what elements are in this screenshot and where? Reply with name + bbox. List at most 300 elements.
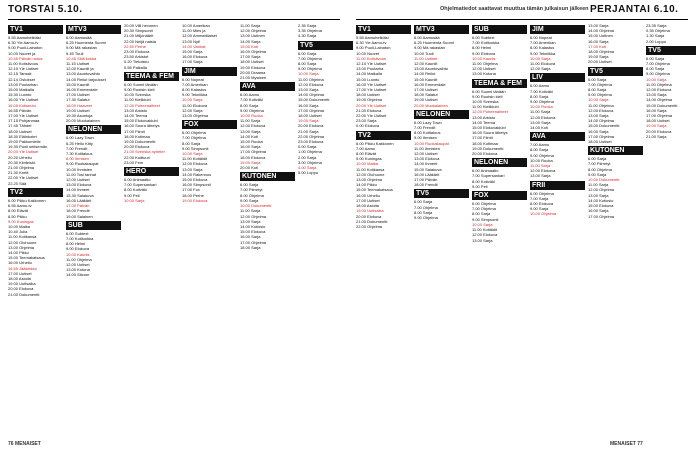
program-listing: 19.00 Sarja [646,123,667,129]
program-listing: 21.00 Miljonäärit [124,33,154,39]
schedule-column [124,23,179,438]
program-listing: 15.30 Salakuva [66,192,94,198]
program-listing: 9.00 Puoli-Lainaton [356,45,391,51]
program-listing: 8.00 Sarja [298,61,317,67]
program-listing: 9.00 Mä rakastan [414,45,445,51]
program-listing: 23.50 Arkistot [124,54,149,60]
program-listing: 15.00 Luonto [356,76,380,82]
program-listing: 9.00 Elokuva [66,246,90,252]
program-listing: 13.00 Ohjelma [182,113,209,119]
program-listing: 5.00 Loppu [298,170,319,176]
program-listing: 11.00 Kotikansa [356,166,385,172]
left-page-number: 76 [8,441,14,447]
program-listing: 21.00 Dokumentti [356,218,388,224]
program-listing: 9.00 Kuningas [8,218,34,224]
program-listing: 21.00 Ohjelma [8,165,35,171]
program-listing: 6.00 Sarja [240,182,259,188]
program-listing: 10.45 Päivän ruoka [8,55,43,61]
program-listing: 14.00 Rakennus [182,171,212,177]
program-listing: 19.30 Puoli seitsemän [8,144,48,150]
program-listing: 11.00 Kieliklubi [472,104,499,110]
schedule-column [472,23,527,438]
program-listing: 9.00 Peli [124,192,140,198]
program-listing: 2.00 Sarja [298,154,317,160]
program-listing: 17.00 Fox [182,187,200,193]
program-listing: 10.00 Sarja [182,97,203,103]
program-listing: 13.00 Ohjelma [8,244,35,250]
program-listing: 7.30 Kotitalous [66,151,93,157]
program-listing: 0.55 Paikalla [124,64,147,70]
program-listing: 12.00 Ohjelma [588,187,615,193]
program-listing: 10.00 Nuoret ja [8,50,36,56]
program-listing: 9.00 Tekniikka [182,92,208,98]
program-listing: 13.00 Sarja [298,87,319,93]
program-listing: 8.00 Sarja [530,147,549,153]
program-listing: 7.00 Aamu [356,145,376,151]
program-listing: 19.00 Uutiset [414,97,438,103]
program-listing: 12.00 Kauniit ja [66,66,94,72]
program-listing: 21.00 Sarja [298,128,319,134]
program-listing: 6.00 Animaatio [124,177,151,183]
program-listing: 16.00 Sarja [240,234,261,240]
left-page-grid [8,23,353,438]
channel-header: FOX [182,120,237,129]
program-listing: 11.00 Sarja [588,182,609,188]
program-listing: 1.00 Ohjelma [298,149,322,155]
program-listing: 8.00 Sarja [472,211,491,217]
program-listing: 14.00 Teema [124,113,148,119]
program-listing: 18.00 Uutiset [356,92,380,98]
program-listing: 9.00 Ihmisen [414,135,437,141]
program-listing: 13.00 Sarja [472,237,493,243]
program-listing: 17.00 Ohjelma [240,149,267,155]
program-listing: 16.00 Lääkärit [414,171,440,177]
channel-header: TV2 [8,188,63,197]
program-listing: 20.00 Yle Uutiset [8,149,39,155]
program-listing: 10.00 Kaunis [66,251,90,257]
program-listing: 0.35 Ohjelma [646,28,670,34]
program-listing: 11.00 Ihmisten [414,145,440,151]
program-listing: 16.00 Yle Uutiset [356,81,387,87]
program-listing: 10.00 Amerikan [182,23,210,28]
schedule-column [240,23,295,438]
program-listing: 14.00 Pikku [8,249,29,255]
program-listing: 6.00 Aamu [530,83,550,89]
program-listing: 15.00 Elokuva [588,203,614,209]
program-listing: 12.00 Sarja [182,107,203,113]
program-listing: 16.00 Sarja [240,144,261,150]
program-listing: 17.00 Ohjelma [646,113,673,119]
program-listing: 18.00 Asioita [8,275,31,281]
program-listing: 17.00 Uutiset [356,197,380,203]
program-listing: 6.30 Yle Aamu-tv [8,40,39,46]
program-listing: 11.00 Ohjelma [646,81,672,87]
program-listing: 13.00 Sarja [588,192,609,198]
program-listing: 19.00 Salainen [66,213,93,219]
program-listing: 8.00 Kotitalous [414,130,441,136]
program-listing: 13.00 Nyt! [182,38,201,44]
program-listing: 7.00 Frendit [66,145,88,151]
program-listing: 12.10 Yle Uutiset [356,61,387,67]
program-listing: 11.00 Sarja [240,208,261,214]
program-listing: 8.00 Sarja [182,140,201,146]
program-listing: 16.00 Suora lähetys [472,130,508,136]
program-listing: 11.00 Tosi tarinat [66,171,97,177]
program-listing: 18.00 Asioita [356,203,379,209]
program-listing: 22.50 Perhe [124,43,146,49]
program-listing: 11.00 Kotiäidit [472,227,498,233]
program-listing: 11.00 Sarja [530,163,551,169]
program-listing: 19.00 Sarja [588,54,609,60]
program-listing: 12.00 Elokuva [182,161,208,167]
program-listing: 10.00 Svenska [124,92,151,98]
program-listing: 12.00 Ohjelma [240,213,267,219]
program-listing: 9.00 Ohjelma [414,215,438,221]
program-listing: 7.00 Kotiluokka [66,235,94,241]
schedule-column [298,23,353,438]
program-listing: 18.00 Kotimaa [124,133,150,139]
program-listing: 7.00 Ohjelma [414,204,438,210]
program-listing: 7.00 Ohjelma [588,81,612,87]
program-listing: 6.00 Pikku Kakkonen [356,140,394,146]
program-listing: 12.00 Elokuva [472,232,498,238]
program-listing: 20.00 Elokuva [472,151,498,157]
program-listing: 13.00 Arkisto [472,114,496,120]
program-listing: 18.00 Ohjelma [588,49,615,55]
program-listing: 13.00 Sarja [182,166,203,172]
program-listing: 11.00 Ohjelma [298,76,324,82]
program-listing: 11.00 Kotisiivous [8,61,38,67]
program-listing: 9.00 Ruotsin kieli [472,93,503,99]
program-listing: 11.00 Kotikansa [8,234,37,240]
program-listing: 10.00 Sarja [588,97,609,103]
program-listing: 14.00 Ohjelma [588,118,615,124]
program-listing: 22.00 Ohjelma [356,223,383,229]
program-listing: 20.00 Elokuva [124,144,150,150]
program-listing: 11.00 Sarja [240,23,261,28]
program-listing: 14.00 Teema [472,119,496,125]
program-listing: 16.00 Emmerdale [414,81,446,87]
program-listing: 19.00 Dokumentti [124,139,156,145]
program-listing: 6.00 Aamusää [414,35,440,40]
program-listing: 7.00 Frendit [414,125,436,131]
program-listing: 20.00 Yle Uutiset [356,102,387,108]
program-listing: 12.00 Uutiset [66,261,90,267]
program-listing: 7.00 Ohjelma [646,61,670,67]
channel-header: HERO [124,167,179,176]
program-listing: 20.00 Uutiset [588,59,612,65]
program-listing: 8.00 Kotiväki [124,187,147,193]
program-listing: 13.00 Arkisto [124,107,148,113]
program-listing: 14.00 Matkalla [356,71,383,77]
program-listing: 17.00 Päivän [66,203,90,209]
program-listing: 20.30 Kiinteistö [8,159,36,165]
program-listing: 11.00 Kieliklubi [124,97,151,103]
program-listing: 8.00 Elokuva [530,201,554,207]
program-listing: 11.00 Ohjelma [66,256,92,262]
program-listing: 18.00 Kotimaa [472,140,498,146]
channel-header: TV5 [588,67,643,76]
channel-header: TV5 [298,41,353,50]
program-listing: 19.00 Uutisaika [8,281,36,287]
channel-header: SUB [472,25,527,34]
program-listing: 13.00 Sarja [588,113,609,119]
channel-header: TEEMA & FEM [124,72,179,81]
program-listing: 9.00 Simpsonit [182,145,209,151]
program-listing: 19.00 Elokuva [182,197,208,203]
program-listing: 17.30 Salatut [66,97,90,103]
program-listing: 12.00 Uutiset [414,151,438,157]
program-listing: 22.00 Kulttuuri [124,154,150,160]
program-listing: 8.00 Helmi [66,241,86,247]
channel-header: SUB [66,221,121,230]
program-listing: 1.30 Sarja [646,33,665,39]
program-listing: 10.00 Sarja [646,76,667,82]
program-listing: 16.00 Emmerdale [66,87,98,93]
program-listing: 10.00 Kaunis [472,55,496,61]
program-listing: 13.00 Asuntovaihto [66,71,101,77]
channel-header: TV1 [356,25,411,34]
program-listing: 7.00 Kotiväki [240,97,263,103]
program-listing: 12.00 Puheenaiheet [124,102,160,108]
program-listing: 6.25 Huomenta Suomi [66,40,106,46]
program-listing: 14.00 Koti [530,125,549,131]
program-listing: 20.00 Villi hevonen [124,23,158,28]
channel-header: MTV3 [66,25,121,34]
program-listing: 6.00 Lazy Town [66,135,94,141]
program-listing: 14.00 Ohjelma [588,28,615,34]
program-listing: 17.00 Yle Uutiset [8,113,39,119]
program-listing: 16.55 Päivän [8,107,32,113]
program-listing: 10.45 Sillä kokka [66,55,97,61]
program-listing: 6.00 Sarja [298,50,317,56]
program-listing: 8.50 Pikku [8,213,27,219]
program-listing: 12.00 Uutiset [66,177,90,183]
program-listing: 6.00 Ohjelma [472,201,496,207]
program-listing: 10.00 Dokumentti [240,203,272,209]
program-listing: 18.00 Uutiset [240,59,264,65]
program-listing: 18.00 Frendit [414,182,438,188]
program-listing: 20.30 Simpsonit [124,28,153,34]
channel-header: TV5 [646,46,696,55]
program-listing: 7.00 Supersankari [472,173,505,179]
program-listing: 7.00 Aamu [530,142,550,148]
program-listing: 12.00 Ohjelma [240,28,267,34]
program-listing: 14.00 Ihmeet [66,187,90,193]
program-listing: 18.00 Uutiset [8,128,32,134]
program-listing: 13.00 Ohjelma [356,177,383,183]
program-listing: 9.00 Ohjelma [240,107,264,113]
program-listing: 20.00 Muukalainen [66,118,100,124]
channel-header: JIM [182,67,237,76]
program-listing: 14.00 Kotiosio [588,197,614,203]
program-listing: 19.00 Dokumentti [472,145,504,151]
program-listing: 11.00 Sarja [240,118,261,124]
program-listing: 19.00 Uutiset [66,107,90,113]
schedule-column [66,23,121,438]
program-listing: 6.00 Sarja [588,156,607,162]
program-listing: 21.00 Elokuva [356,107,382,113]
program-listing: 10.00 Sarja [124,197,145,203]
program-listing: 10.00 Ruoka [530,104,553,110]
channel-header: FOX [472,191,527,200]
program-listing: 6.00 Animaatio [472,168,499,174]
program-listing: 20.00 Muukalainen [414,102,448,108]
program-listing: 16.00 Lääkärit [66,197,92,203]
program-listing: 13.00 Sarja [530,119,551,125]
channel-header: TEEMA & FEM [472,79,527,88]
program-listing: 14.00 Koti [240,133,259,139]
program-listing: 15.00 Elokuvaklubi [472,125,506,131]
program-listing: 14.00 Reilut [414,71,436,77]
channel-header: TV2 [356,131,411,140]
right-page-grid [356,23,696,438]
program-listing: 9.00 Ohjelma [588,92,612,98]
program-listing: 6.00 Aamu [240,92,260,98]
program-listing: 16.00 Simpsonit [182,182,211,188]
program-listing: 13.00 Elokuva [414,156,440,162]
program-listing: 12.00 Sarja [530,66,551,72]
program-listing: 15.00 Dokumentti [588,123,620,129]
schedule-note: Ohjelmatiedot saattavat muuttua tämän julkaisun jälkeen [440,6,589,12]
program-listing: 8.00 Sarja [414,209,433,215]
program-listing: 23.00 Elokuva [298,139,324,145]
program-listing: 18.00 Uutiset [298,113,322,119]
program-listing: 15.00 Teemakatsaus [356,187,393,193]
program-listing: 17.00 Ohjelma [588,133,615,139]
program-listing: 15.00 Elokuvaklubi [124,118,158,124]
program-listing: 12.00 Olohuone [356,171,385,177]
program-listing: 6.00 Suomi tänään [124,81,158,87]
program-listing: 16.00 Urheilu [8,260,32,266]
program-listing: 22.00 Ohjelma [298,133,325,139]
right-footer [610,441,643,447]
program-listing: 4.00 Sarja [298,165,317,171]
program-listing: 13.00 Sarja [240,218,261,224]
program-listing: 17.00 Ohjelma [298,107,325,113]
program-listing: 17.00 Ohjelma [588,213,615,219]
program-listing: 18.00 Salatut [414,92,438,98]
program-listing: 10.00 Tuuli [414,50,434,56]
program-listing: 15.00 Salakuva [414,166,442,172]
program-listing: 13.00 Elokuva [66,182,92,188]
program-listing: 11.00 Kotisiivous [356,55,386,61]
program-listing: 6.00 Lazy Town [414,119,442,125]
program-listing: 9.00 Kuningas [356,156,382,162]
program-listing: 9.00 Mä rakastan [66,45,97,51]
program-listing: 6.25 Huomenta Suomi [414,40,454,46]
program-listing: 15.00 Dokumentti [298,97,330,103]
program-listing: 11.00 Elokuva [530,61,556,67]
program-listing: 12.14 Ostokset [8,76,35,82]
program-listing: 23.35 Sarja [646,23,667,28]
channel-header: TV1 [8,25,63,34]
program-listing: 13.00 Asuntovaihto [414,66,449,72]
program-listing: 10.00 Sarja [472,221,493,227]
program-listing: 16.00 Sarja [298,102,319,108]
program-listing: 16.00 Ohjelma [240,49,267,55]
program-listing: 10.00 Sarja [298,71,319,77]
program-listing: 6.00 Nopeat [530,35,552,40]
schedule-column [588,23,643,438]
program-listing: 14.00 Ohjelma [646,97,673,103]
program-listing: 13.00 Puutarhan [8,81,38,87]
schedule-column [356,23,411,438]
program-listing: 12.00 Kauniit [414,61,438,67]
program-listing: 13.00 Sarja [646,92,667,98]
program-listing: 17.00 Sarja [182,59,203,65]
channel-header: JIM [530,25,585,34]
program-listing: 10.00 Ihmisten [66,166,93,172]
program-listing: 8.00 Elävät [8,208,29,214]
program-listing: 15.00 Matkalla [8,87,35,93]
program-listing: 12.00 Olohuone [8,239,37,245]
program-listing: 0.00 Elokuva [356,123,380,129]
program-listing: 12.00 Puheenaiheet [472,109,508,115]
program-listing: 16.00 Sarja [588,38,609,44]
program-listing: 9.45 Tuuli [66,50,84,56]
program-listing: 15.00 Dokumentti [646,102,678,108]
left-footer [8,441,41,447]
program-listing: 13.00 Puutarha [356,66,384,72]
program-listing: 6.00 Sarja [414,199,433,205]
channel-header: NELONEN [66,125,121,134]
program-listing: 10.00 Nuoret [356,50,380,56]
program-listing: 17.00 Uutiset [414,87,438,93]
program-listing: 19.00 Uutisaika [356,208,384,214]
schedule-column [8,23,63,438]
program-listing: 12.10 Yle Uutiset [8,66,39,72]
program-listing: 16.05 Kotiseutu [8,102,36,108]
program-listing: 9.00 Ruotsin kieli [124,87,155,93]
program-listing: 10.40 Julia [8,229,28,235]
program-listing: 19.30 Asuntoja [66,113,93,119]
program-listing: 4.30 Sarja [298,33,317,39]
program-listing: 17.45 Tähdet [8,123,32,129]
program-listing: 18.00 Sarja [240,244,261,250]
program-listing: 5.55 Aamuhetkiäsi [356,35,389,40]
program-listing: 9.00 Sarja [240,197,259,203]
channel-header: LIV [530,73,585,82]
program-listing: 22.00 Yle Uutiset [356,113,387,119]
program-listing: 6.30 Yle Aamu-tv [356,40,387,46]
channel-header: MTV3 [414,25,469,34]
left-brand: MENAISET [14,441,41,447]
program-listing: 10.00 Ruokakaupat [414,140,449,146]
program-listing: 8.00 Kalastus [182,87,207,93]
program-listing: 12.00 Elokuva [530,114,556,120]
program-listing: 19.00 Elokuva [240,64,266,70]
program-listing: 16.00 Sarja [588,128,609,134]
program-listing: 17.00 Filmit [124,128,145,134]
program-listing: 20.00 Elokuva [298,123,324,129]
schedule-column [182,23,237,438]
program-listing: 6.00 Sarja [646,55,665,61]
program-listing: 9.00 Puoli-Lainaton [8,45,43,51]
program-listing: 8.00 Ihmisen [66,156,89,162]
program-listing: 17.00 Filmit [472,135,493,141]
program-listing: 10.00 Ruoka [240,113,263,119]
program-listing: 6.00 Aamusää [66,35,92,40]
program-listing: 14.00 Ohjelma [298,92,325,98]
program-listing: 17.00 Ohjelma [240,239,267,245]
program-listing: 9.00 Simpsonit [472,216,499,222]
program-listing: 21.00 Dokumentti [8,291,40,297]
program-listing: 16.00 Suora lähetys [124,123,160,129]
program-listing: 8.00 Elävät [356,151,377,157]
program-listing: 6.00 Ohjelma [182,130,206,136]
channel-header: KUTONEN [588,146,643,155]
